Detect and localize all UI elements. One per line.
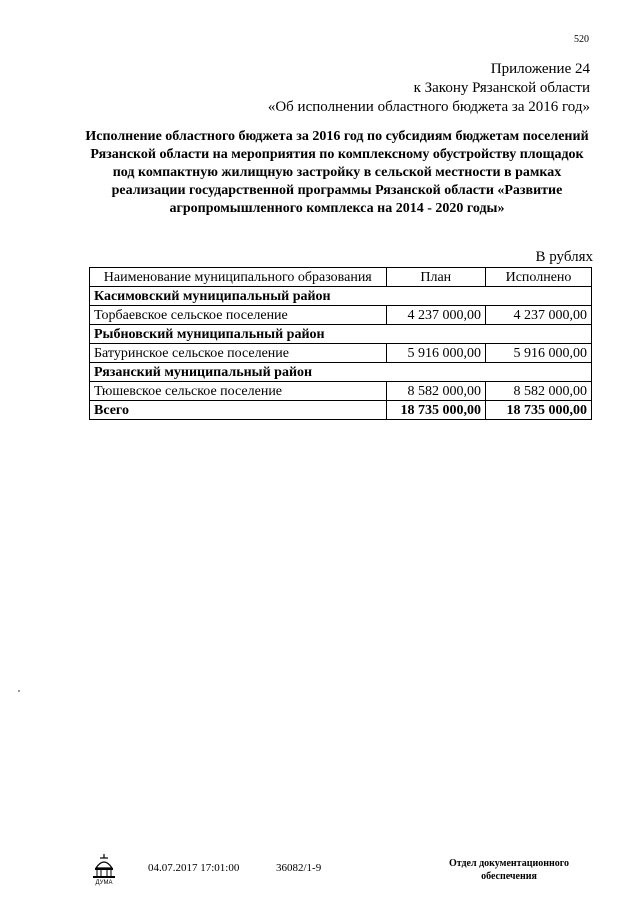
total-row — [90, 401, 592, 420]
footer-department: Отдел документационного обеспечения — [448, 858, 570, 882]
appendix-number: Приложение 24 — [490, 61, 590, 77]
header-plan: План — [386, 268, 486, 287]
appendix-heading — [268, 60, 590, 117]
district-name: Касимовский муниципальный район — [90, 287, 592, 306]
footer-document-code: 36082/1-9 — [276, 862, 322, 874]
settlement-name: Батуринское сельское поселение — [90, 344, 387, 363]
district-row — [90, 287, 592, 306]
svg-text:ДУМА: ДУМА — [95, 880, 113, 886]
settlement-row — [90, 344, 592, 363]
executed-value: 5 916 000,00 — [486, 344, 592, 363]
appendix-law-title: «Об исполнении областного бюджета за 2016 год» — [267, 99, 590, 115]
executed-value: 4 237 000,00 — [486, 306, 592, 325]
total-executed-value: 18 735 000,00 — [486, 401, 592, 420]
settlement-name: Тюшевское сельское поселение — [90, 382, 387, 401]
executed-value: 8 582 000,00 — [486, 382, 592, 401]
settlement-row — [90, 382, 592, 401]
header-executed: Исполнено — [486, 268, 592, 287]
appendix-law: к Закону Рязанской области — [413, 80, 590, 96]
budget-table — [89, 267, 592, 420]
settlement-row — [90, 306, 592, 325]
total-label: Всего — [90, 401, 387, 420]
document-title: Исполнение областного бюджета за 2016 год по субсидиям бюджетам поселений Рязанской области на мероприятия по комплексному обустройству площадок под компактную жилищную застройку в сельской местности в рамках реализации государственной программы Рязанской области «Развитие агропромышленного комплекса на 2014 - 2020 годы» — [85, 129, 589, 216]
district-name: Рыбновский муниципальный район — [90, 325, 592, 344]
district-name: Рязанский муниципальный район — [90, 363, 592, 382]
plan-value: 8 582 000,00 — [386, 382, 486, 401]
duma-logo-icon — [91, 852, 117, 886]
plan-value: 4 237 000,00 — [386, 306, 486, 325]
plan-value: 5 916 000,00 — [386, 344, 486, 363]
page-number: 520 — [574, 34, 589, 45]
district-row — [90, 363, 592, 382]
district-row — [90, 325, 592, 344]
total-plan-value: 18 735 000,00 — [386, 401, 486, 420]
footer-timestamp: 04.07.2017 17:01:00 — [148, 862, 240, 874]
table-header-row — [90, 268, 592, 287]
margin-mark — [18, 690, 20, 692]
units-label: В рублях — [535, 249, 593, 265]
settlement-name: Торбаевское сельское поселение — [90, 306, 387, 325]
header-name: Наименование муниципального образования — [90, 268, 387, 287]
